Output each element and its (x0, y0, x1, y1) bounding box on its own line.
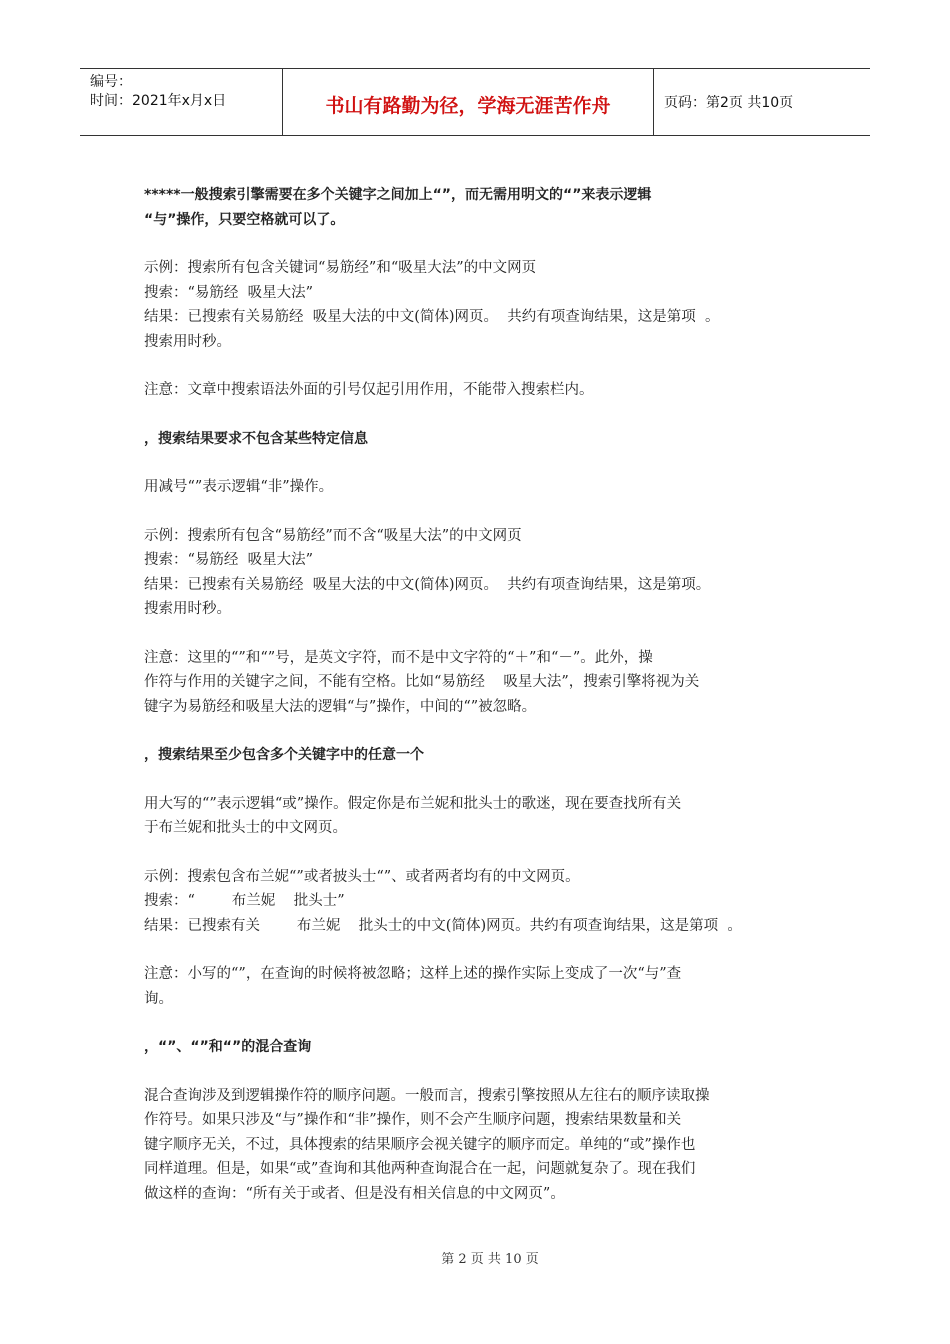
text-line: 作符号。如果只涉及“与”操作和“非”操作，则不会产生顺序问题，搜索结果数量和关 (144, 1112, 682, 1128)
text-line: 结果：已搜索有关易筋经 吸星大法的中文(简体)网页。 共约有项查询结果，这是第项 。 (144, 309, 720, 325)
document-time-label: 时间：2021年x月x日 (90, 93, 227, 109)
header-page-info: 页码：第2页 共10页 (664, 95, 794, 111)
text-line: ，搜索结果至少包含多个关键字中的任意一个 (144, 747, 424, 763)
body-paragraph (144, 378, 808, 403)
body-paragraph (144, 524, 808, 622)
text-line: 作符与作用的关键字之间，不能有空格。比如“易筋经 吸星大法”，搜索引擎将视为关 (144, 674, 700, 690)
text-line: 结果：已搜索有关易筋经 吸星大法的中文(简体)网页。 共约有项查询结果，这是第项。 (144, 576, 711, 593)
text-line: “与”操作，只要空格就可以了。 (144, 211, 345, 228)
text-line: 结果：已搜索有关 布兰妮 批头士的中文(简体)网页。共约有项查询结果，这是第项 。 (144, 917, 742, 934)
body-paragraph (144, 865, 808, 939)
page-footer: 第 2 页 共 10 页 (441, 1252, 539, 1267)
document-number-label: 编号： (90, 74, 132, 90)
page-header (80, 68, 870, 136)
text-line: ，搜索结果要求不包含某些特定信息 (144, 430, 368, 447)
text-line: 用大写的“”表示逻辑“或”操作。假定你是布兰妮和批头士的歌迷，现在要查找所有关 (144, 795, 682, 812)
text-line: 混合查询涉及到逻辑操作符的顺序问题。一般而言，搜索引擎按照从左往右的顺序读取操 (144, 1087, 710, 1104)
document-body (144, 183, 808, 1206)
body-paragraph (144, 475, 808, 500)
text-line: 搜索用时秒。 (144, 333, 231, 350)
body-paragraph (144, 256, 808, 354)
section-heading (144, 183, 808, 232)
section-heading (144, 743, 808, 768)
text-line: 于布兰妮和批头士的中文网页。 (144, 820, 347, 836)
section-heading (144, 427, 808, 452)
text-line: 注意：小写的“”，在查询的时候将被忽略；这样上述的操作实际上变成了一次“与”查 (144, 966, 682, 982)
body-paragraph (144, 646, 808, 720)
text-line: *****一般搜索引擎需要在多个关键字之间加上“”，而无需用明文的“”来表示逻辑 (144, 187, 652, 203)
text-line: 做这样的查询：“所有关于或者、但是没有相关信息的中文网页”。 (144, 1185, 565, 1202)
text-line: 示例：搜索所有包含“易筋经”而不含“吸星大法”的中文网页 (144, 527, 522, 544)
text-line: 示例：搜索包含布兰妮“”或者披头士“”、或者两者均有的中文网页。 (144, 868, 580, 885)
body-paragraph (144, 792, 808, 841)
header-meta (80, 69, 282, 135)
text-line: 搜索用时秒。 (144, 601, 231, 617)
text-line: 示例：搜索所有包含关键词“易筋经”和“吸星大法”的中文网页 (144, 260, 537, 276)
text-line: 注意：这里的“”和“”号，是英文字符，而不是中文字符的“＋”和“－”。此外，操 (144, 649, 653, 666)
body-paragraph (144, 1084, 808, 1207)
text-line: 搜索：“ 布兰妮 批头士” (144, 893, 345, 909)
text-line: 搜索：“易筋经 吸星大法” (144, 284, 314, 301)
text-line: 键字顺序无关，不过，具体搜索的结果顺序会视关键字的顺序而定。单纯的“或”操作也 (144, 1136, 696, 1153)
text-line: ，“”、“”和“”的混合查询 (144, 1039, 312, 1055)
body-paragraph (144, 962, 808, 1011)
text-line: 询。 (144, 990, 173, 1007)
text-line: 用减号“”表示逻辑“非”操作。 (144, 479, 334, 495)
section-heading (144, 1035, 808, 1060)
text-line: 同样道理。但是，如果“或”查询和其他两种查询混合在一起，问题就复杂了。现在我们 (144, 1161, 696, 1177)
text-line: 注意：文章中搜索语法外面的引号仅起引用作用，不能带入搜索栏内。 (144, 382, 594, 398)
text-line: 搜索：“易筋经 吸星大法” (144, 552, 314, 568)
header-motto: 书山有路勤为径，学海无涯苦作舟 (282, 69, 654, 135)
text-line: 键字为易筋经和吸星大法的逻辑“与”操作，中间的“”被忽略。 (144, 698, 537, 715)
